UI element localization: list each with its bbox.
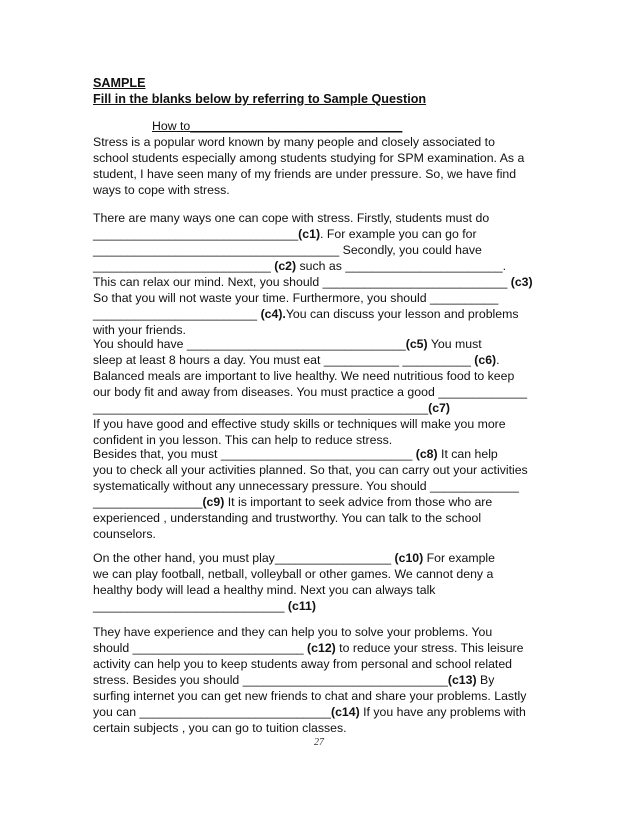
paragraph-5-line-3 [93,582,435,598]
essay-title [152,118,402,134]
text-segment: with your friends. [93,323,186,337]
text-segment: This can relax our mind. Next, you should ___________________________ [93,275,511,289]
paragraph-5-line-4 [93,598,316,614]
text-segment: activity can help you to keep students away from personal and school related [93,657,513,671]
blank-label: (c7) [428,401,450,415]
blank-label: (c11) [287,599,316,613]
text-segment: ______________________________ [93,227,299,241]
paragraph-1-line-4 [93,182,230,198]
text-segment: surfing internet you can get new friends to chat and share your problems. Lastly [93,689,527,703]
text-segment: It is important to seek advice from those who are [224,495,493,509]
text-segment: you to check all your activities planned. So that, you can carry out your activities [93,463,528,477]
blank-label: (c4). [260,307,286,321]
paragraph-6-line-4 [93,672,494,688]
text-segment: healthy body will lead a healthy mind. Next you can always talk [93,583,436,597]
paragraph-6-line-1 [93,624,492,640]
paragraph-6-line-7 [93,720,347,736]
text-segment: school students especially among students studying for SPM examination. As a [93,151,525,165]
text-segment: For example [423,551,495,565]
text-segment: ways to cope with stress. [93,183,230,197]
essay-title-blank: _______________________________ [190,119,403,133]
paragraph-3-line-5 [93,400,450,416]
paragraph-6-line-2 [93,640,524,656]
paragraph-2-line-1 [93,210,489,226]
paragraph-6-line-5 [93,688,526,704]
paragraph-4-line-1 [93,446,498,462]
text-segment: ____________________________ [93,599,288,613]
instruction-heading: Fill in the blanks below by referring to Sample Question [93,92,427,106]
essay-title-text: How to [152,119,191,133]
paragraph-1-line-1 [93,134,495,150]
text-segment: It can help [437,447,498,461]
text-segment: . For example you can go for [320,227,477,241]
text-segment: ____________________________________ Secondly, you could have [93,243,482,257]
paragraph-5-line-2 [93,566,493,582]
blank-label: (c13) [447,673,477,687]
paragraph-5-line-1 [93,550,495,566]
page-number: 27 [314,737,324,748]
paragraph-4-line-5 [93,510,481,526]
paragraph-2-line-6 [93,290,498,306]
text-segment: Stress is a popular word known by many people and closely associated to [93,135,495,149]
paragraph-3-line-1 [93,336,482,352]
paragraph-2-line-4 [93,258,506,274]
text-segment: such as _______________________. [296,259,507,273]
paragraph-3-line-2 [93,352,500,368]
blank-label: (c12) [307,641,336,655]
paragraph-6-line-6 [93,704,526,720]
paragraph-2-line-7 [93,306,519,322]
text-segment: confident in you lesson. This can help to reduce stress. [93,433,393,447]
text-segment: certain subjects , you can go to tuition classes. [93,721,347,735]
text-segment: student, I have seen many of my friends are under pressure. So, we have find [93,167,517,181]
blank-label: (c2) [274,259,297,273]
paragraph-2-line-3 [93,242,482,258]
text-segment: ________________ [93,495,203,509]
blank-label: (c1) [298,227,321,241]
paragraph-2-line-5 [93,274,533,290]
text-segment: experienced , understanding and trustworthy. You can talk to the school [93,511,482,525]
paragraph-4-line-6 [93,526,156,542]
text-segment: They have experience and they can help you to solve your problems. You [93,625,493,639]
paragraph-4-line-3 [93,478,519,494]
blank-label: (c14) [330,705,360,719]
paragraph-4-line-2 [93,462,528,478]
text-segment: our body fit and away from diseases. You must practice a good _____________ [93,385,528,399]
text-segment: Besides that, you must ____________________________ [93,447,416,461]
text-segment: By [476,673,495,687]
blank-label: (c3) [510,275,533,289]
text-segment: You must [427,337,482,351]
text-segment: ________________________ [93,307,261,321]
paragraph-6-line-3 [93,656,512,672]
text-segment: . [496,353,500,367]
blank-label: (c8) [415,447,438,461]
text-segment: On the other hand, you must play_________________ [93,551,395,565]
text-segment: we can play football, netball, volleyball or other games. We cannot deny a [93,567,494,581]
text-segment: So that you will not waste your time. Furthermore, you should __________ [93,291,499,305]
text-segment: systematically without any unnecessary pressure. You should _____________ [93,479,519,493]
text-segment: You can discuss your lesson and problems [285,307,519,321]
text-segment: stress. Besides you should ______________________________ [93,673,448,687]
paragraph-4-line-4 [93,494,492,510]
text-segment: There are many ways one can cope with stress. Firstly, students must do [93,211,490,225]
sample-heading: SAMPLE [93,76,146,90]
paragraph-1-line-2 [93,150,524,166]
text-segment: counselors. [93,527,156,541]
blank-label: (c5) [405,337,428,351]
blank-label: (c6) [474,353,497,367]
text-segment: You should have ________________________________ [93,337,406,351]
paragraph-1-line-3 [93,166,516,182]
text-segment: __________________________ [93,259,275,273]
paragraph-3-line-6 [93,416,506,432]
paragraph-3-line-3 [93,368,514,384]
paragraph-2-line-2 [93,226,477,242]
text-segment: Balanced meals are important to live healthy. We need nutritious food to keep [93,369,515,383]
text-segment: If you have any problems with [359,705,526,719]
blank-label: (c10) [394,551,424,565]
blank-label: (c9) [202,495,225,509]
text-segment: should _________________________ [93,641,308,655]
paragraph-3-line-4 [93,384,527,400]
text-segment: you can ____________________________ [93,705,331,719]
text-segment: If you have good and effective study skills or techniques will make you more [93,417,506,431]
text-segment: _________________________________________________ [93,401,429,415]
text-segment: to reduce your stress. This leisure [335,641,524,655]
text-segment: sleep at least 8 hours a day. You must eat ___________ __________ [93,353,475,367]
